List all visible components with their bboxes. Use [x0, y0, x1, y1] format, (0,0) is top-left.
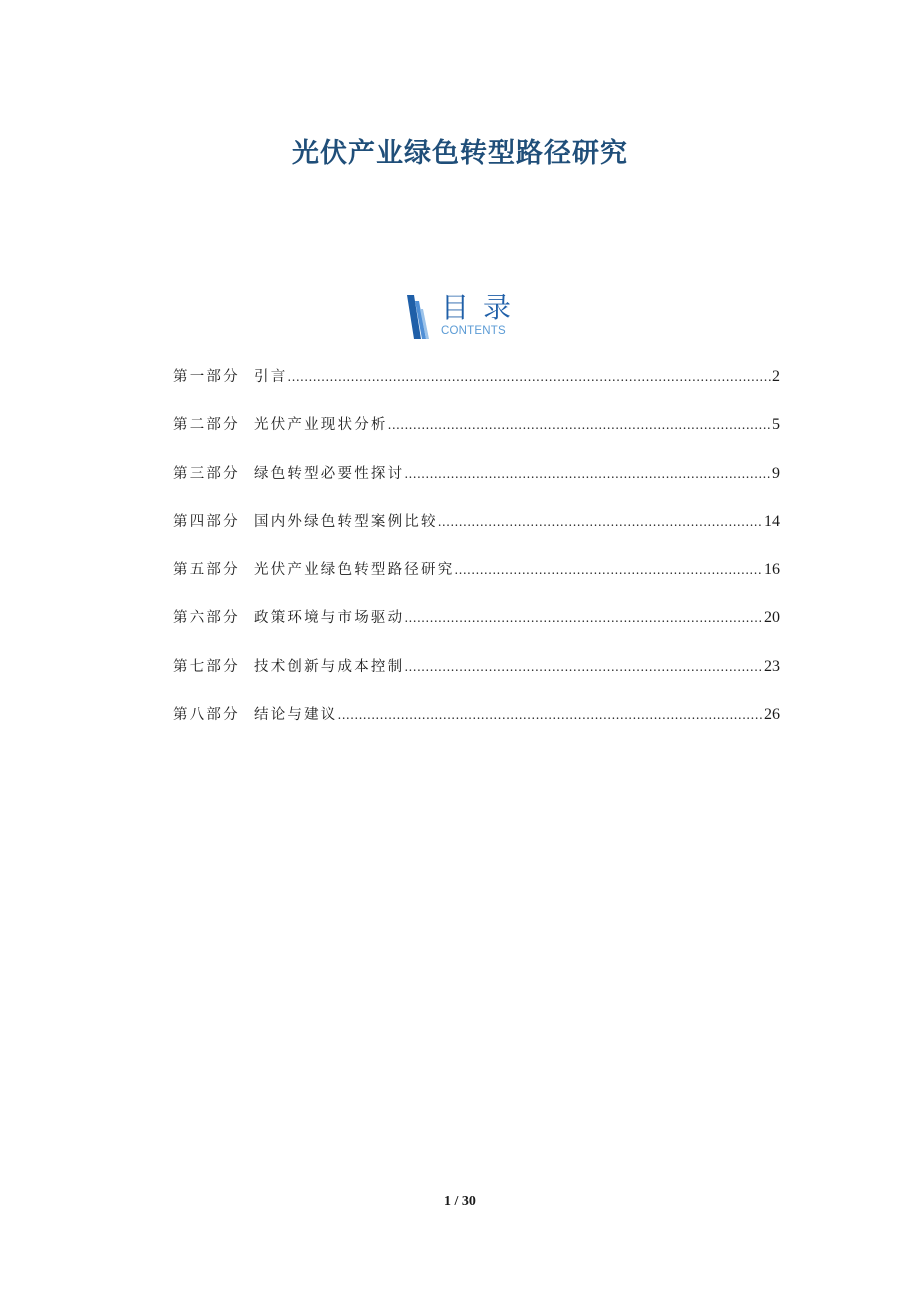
dot-leader — [287, 364, 771, 390]
dot-leader — [454, 557, 763, 583]
document-title: 光伏产业绿色转型路径研究 — [292, 138, 628, 170]
toc-section-title: 国内外绿色转型案例比较 — [254, 513, 438, 530]
toc-part-number: 第七部分 — [173, 658, 240, 675]
toc-page-number: 14 — [764, 512, 780, 530]
toc-heading: 目录 — [441, 291, 526, 324]
dot-leader — [438, 509, 763, 535]
toc-subheading: CONTENTS — [441, 325, 506, 337]
toc-entry-8[interactable] — [173, 702, 780, 750]
dot-leader — [404, 654, 763, 680]
toc-entry-5[interactable] — [173, 557, 780, 605]
toc-section-title: 光伏产业绿色转型路径研究 — [254, 562, 455, 579]
toc-entry-1[interactable] — [173, 364, 780, 412]
toc-entry-6[interactable] — [173, 605, 780, 653]
toc-section-title: 引言 — [254, 369, 288, 385]
toc-part-number: 第四部分 — [173, 513, 240, 530]
page-indicator: 1 / 30 — [444, 1194, 476, 1209]
dot-leader — [338, 702, 764, 728]
stripe-logo-icon — [405, 295, 435, 339]
toc-section-title: 绿色转型必要性探讨 — [254, 465, 405, 482]
toc-header — [405, 293, 525, 341]
toc-page-number: 5 — [772, 416, 780, 434]
toc-entry-4[interactable] — [173, 509, 780, 557]
toc-page-number: 9 — [772, 464, 780, 482]
toc-part-number: 第二部分 — [173, 417, 240, 434]
toc-page-number: 23 — [764, 657, 780, 675]
toc-part-number: 第六部分 — [173, 610, 240, 627]
table-of-contents — [173, 364, 780, 750]
toc-page-number: 20 — [764, 609, 780, 627]
toc-page-number: 26 — [764, 706, 780, 724]
toc-section-title: 政策环境与市场驱动 — [254, 610, 405, 627]
toc-page-number: 2 — [772, 368, 780, 385]
toc-section-title: 技术创新与成本控制 — [254, 658, 405, 675]
dot-leader — [404, 605, 763, 631]
toc-part-number: 第八部分 — [173, 707, 240, 724]
toc-section-title: 光伏产业现状分析 — [254, 417, 388, 434]
toc-part-number: 第五部分 — [173, 562, 240, 579]
dot-leader — [404, 461, 771, 487]
dot-leader — [388, 412, 771, 438]
toc-part-number: 第三部分 — [173, 465, 240, 482]
toc-section-title: 结论与建议 — [254, 707, 338, 724]
toc-entry-7[interactable] — [173, 654, 780, 702]
toc-page-number: 16 — [764, 561, 780, 579]
toc-entry-3[interactable] — [173, 461, 780, 509]
toc-entry-2[interactable] — [173, 412, 780, 460]
toc-part-number: 第一部分 — [173, 369, 240, 385]
